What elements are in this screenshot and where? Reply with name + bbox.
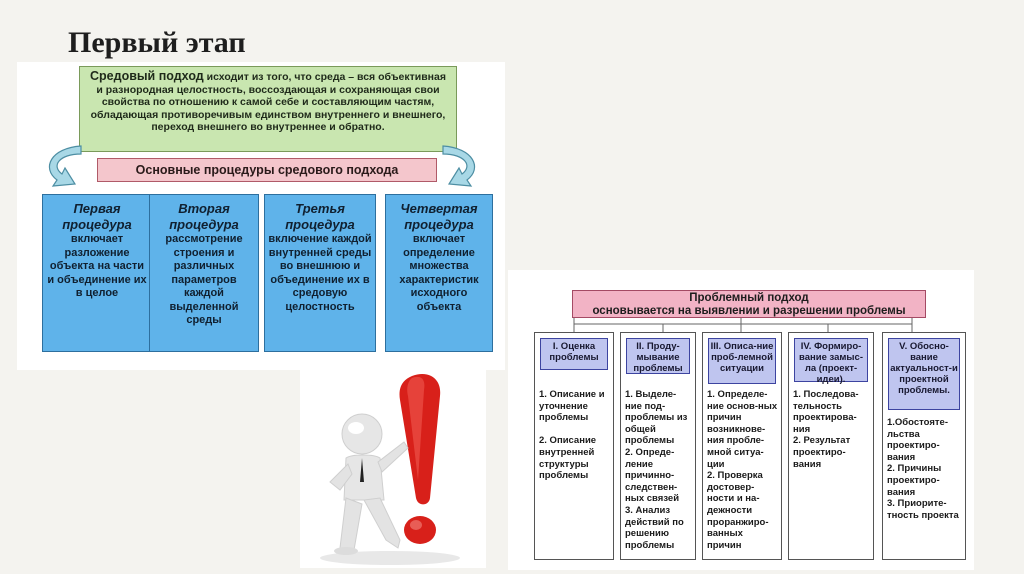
procedures-title: Основные процедуры средового подхода (97, 158, 437, 182)
column-header: IV. Формиро-вание замыс-ла (проект-идеи). (794, 338, 868, 382)
problem-column-1 (534, 332, 614, 560)
environmental-approach-diagram (17, 62, 505, 370)
curved-arrow-left-icon (37, 140, 89, 192)
column-body: 1. Определе-ние основ-ных причин возникнове-ния пробле-мной ситуа-ции 2. Проверка достовер-ности и на-дежности проранжиро-ванных причин (707, 389, 778, 551)
procedure-box-4 (385, 194, 493, 352)
column-body: 1. Описание и уточнение проблемы 2. Описание внутренней структуры проблемы (539, 389, 605, 482)
connector-lines (508, 270, 974, 340)
procedure-text: рассмотрение строения и различных параметров каждой выделенной среды (165, 233, 243, 326)
column-body: 1. Последова-тельность проектирова-ния 2. Результат проектиро-вания (793, 389, 859, 470)
page-title: Первый этап (68, 26, 246, 59)
problem-column-5 (882, 332, 966, 560)
procedure-heading: Первая процедура (62, 201, 132, 232)
column-header: III. Описа-ние проб-лемной ситуации (708, 338, 776, 384)
procedure-heading: Вторая процедура (169, 201, 239, 232)
procedure-heading: Третья процедура (285, 201, 355, 232)
problem-column-3 (702, 332, 782, 560)
problem-column-2 (620, 332, 696, 560)
procedure-heading: Четвертая процедура (400, 201, 478, 232)
procedure-box-1 (42, 194, 152, 352)
column-body: 1. Выделе-ние под-проблемы из общей проблемы 2. Опреде-ление причинно-следствен-ных связей 3. Анализ действий по решению проблемы (625, 389, 688, 551)
procedure-box-3 (264, 194, 376, 352)
procedure-text: включает разложение объекта на части и объединение их в целое (47, 233, 147, 299)
problem-approach-heading: Проблемный подход (689, 292, 809, 304)
person-exclamation-figure (300, 370, 486, 568)
procedure-text: включение каждой внутренней среды во внешнюю и объединение их в средовую целостность (268, 233, 372, 313)
procedure-text: включает определение множества характеристик исходного объекта (399, 233, 479, 313)
environmental-approach-definition (79, 66, 457, 152)
column-header: V. Обосно-вание актуальност-и проектной проблемы. (888, 338, 960, 410)
problem-column-4 (788, 332, 874, 560)
environmental-approach-lead: Средовый подход (90, 69, 204, 83)
problem-approach-diagram (508, 270, 974, 570)
column-header: I. Оценка проблемы (540, 338, 608, 370)
column-body: 1.Обостоятe-льства проектиро-вания 2. Причины проектиро-вания 3. Приорите-тность проекта (887, 417, 959, 521)
procedure-box-2 (149, 194, 259, 352)
column-header: II. Проду-мывание проблемы (626, 338, 690, 374)
exclamation-figure-illustration (300, 370, 486, 568)
curved-arrow-right-icon (435, 140, 487, 192)
problem-approach-subtitle: основывается на выявлении и разрешении проблемы (592, 305, 906, 317)
environmental-approach-text: исходит из того, что среда – вся объективная и разнородная целостность, воссоздающая и сохраняющая свои свойства по отношению к самой себе и составляющим частям, обладающая противоречивым единством внутреннего и внешнего, переход внешнего во внутреннее и обратно. (90, 71, 446, 133)
